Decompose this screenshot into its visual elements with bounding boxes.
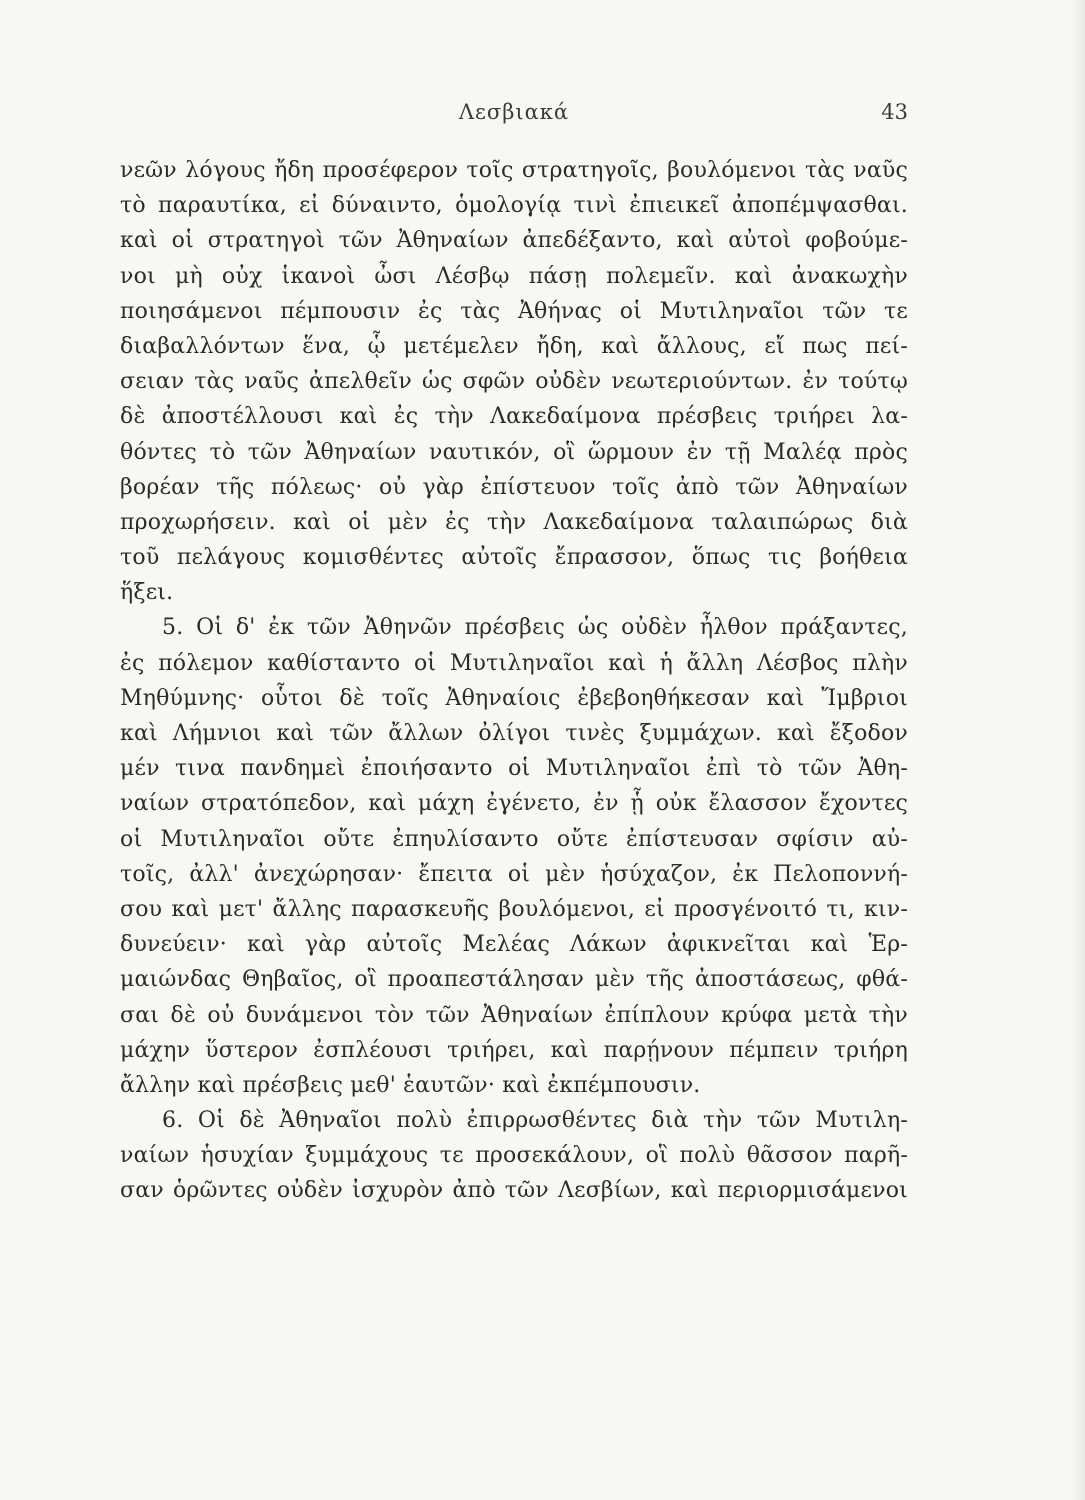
text-line: σειαν τὰς ναῦς ἀπελθεῖν ὡς σφῶν οὐδὲν νεωτεριούντων. ἐν τούτῳ (120, 369, 908, 395)
text-line: μάχην ὕστερον ἐσπλέουσι τριήρει, καὶ παρῄνουν πέμπειν τριήρη (120, 1037, 908, 1063)
text-line: διαβαλλόντων ἕνα, ᾧ μετέμελεν ἤδη, καὶ ἄλλους, εἴ πως πεί- (120, 333, 908, 359)
paragraph-end-line: ἥξει. (120, 580, 174, 606)
text-line: σαι δὲ οὐ δυνάμενοι τὸν τῶν Ἀθηναίων ἐπίπλουν κρύφα μετὰ τὴν (120, 1002, 908, 1028)
text-line: οἱ Μυτιληναῖοι οὔτε ἐπηυλίσαντο οὔτε ἐπίστευσαν σφίσιν αὐ- (120, 826, 908, 852)
text-line: δυνεύειν· καὶ γὰρ αὐτοῖς Μελέας Λάκων ἀφικνεῖται καὶ Ἑρ- (120, 932, 908, 958)
text-line: δὲ ἀποστέλλουσι καὶ ἐς τὴν Λακεδαίμονα πρέσβεις τριήρει λα- (120, 404, 908, 430)
text-line: ναίων στρατόπεδον, καὶ μάχη ἐγένετο, ἐν ᾗ οὐκ ἔλασσον ἔχοντες (120, 791, 908, 817)
text-line: σαν ὁρῶντες οὐδὲν ἰσχυρὸν ἀπὸ τῶν Λεσβίων, καὶ περιορμισάμενοι (120, 1178, 908, 1204)
text-line: ἐς πόλεμον καθίσταντο οἱ Μυτιληναῖοι καὶ ἡ ἄλλη Λέσβος πλὴν (120, 650, 908, 676)
section-6-start: 6. Οἱ δὲ Ἀθηναῖοι πολὺ ἐπιρρωσθέντες διὰ τὴν τῶν Μυτιλη- (162, 1108, 908, 1134)
running-head (120, 100, 908, 132)
body-text (120, 153, 908, 1209)
text-line: μαιώνδας Θηβαῖος, οἳ προαπεστάλησαν μὲν τῆς ἀποστάσεως, φθά- (120, 967, 908, 993)
text-line: τοῦ πελάγους κομισθέντες αὐτοῖς ἔπρασσον, ὅπως τις βοήθεια (120, 545, 908, 571)
text-line: τοῖς, ἀλλ' ἀνεχώρησαν· ἔπειτα οἱ μὲν ἡσύχαζον, ἐκ Πελοποννή- (120, 861, 908, 887)
text-line: μέν τινα πανδημεὶ ἐποιήσαντο οἱ Μυτιληναῖοι ἐπὶ τὸ τῶν Ἀθη- (120, 756, 908, 782)
text-line: νοι μὴ οὐχ ἱκανοὶ ὦσι Λέσβῳ πάσῃ πολεμεῖν. καὶ ἀνακωχὴν (120, 263, 908, 289)
section-5-start: 5. Οἱ δ' ἐκ τῶν Ἀθηνῶν πρέσβεις ὡς οὐδὲν ἦλθον πράξαντες, (162, 615, 908, 641)
page-edge-shadow (1071, 0, 1085, 1500)
text-line: θόντες τὸ τῶν Ἀθηναίων ναυτικόν, οἳ ὥρμουν ἐν τῇ Μαλέᾳ πρὸς (120, 439, 908, 465)
text-line: ναίων ἡσυχίαν ξυμμάχους τε προσεκάλουν, οἳ πολὺ θᾶσσον παρῆ- (120, 1143, 908, 1169)
text-line: καὶ Λήμνιοι καὶ τῶν ἄλλων ὀλίγοι τινὲς ξυμμάχων. καὶ ἔξοδον (120, 721, 908, 746)
page-number: 43 (881, 100, 908, 124)
text-line: σου καὶ μετ' ἄλλης παρασκευῆς βουλόμενοι, εἰ προσγένοιτό τι, κιν- (120, 896, 908, 922)
text-line: καὶ οἱ στρατηγοὶ τῶν Ἀθηναίων ἀπεδέξαντο, καὶ αὐτοὶ φοβούμε- (120, 228, 908, 254)
text-line: νεῶν λόγους ἤδη προσέφερον τοῖς στρατηγοῖς, βουλόμενοι τὰς ναῦς (120, 158, 908, 183)
text-line: ποιησάμενοι πέμπουσιν ἐς τὰς Ἀθήνας οἱ Μυτιληναῖοι τῶν τε (120, 298, 908, 324)
paragraph-end-line: ἄλλην καὶ πρέσβεις μεθ' ἑαυτῶν· καὶ ἐκπέμπουσιν. (120, 1072, 701, 1098)
text-line: τὸ παραυτίκα, εἰ δύναιντο, ὁμολογίᾳ τινὶ ἐπιεικεῖ ἀποπέμψασθαι. (120, 193, 908, 219)
running-title: Λεσβιακά (458, 100, 570, 124)
text-line: βορέαν τῆς πόλεως· οὐ γὰρ ἐπίστευον τοῖς ἀπὸ τῶν Ἀθηναίων (120, 474, 908, 500)
text-line: Μηθύμνης· οὗτοι δὲ τοῖς Ἀθηναίοις ἐβεβοηθήκεσαν καὶ Ἴμβριοι (120, 685, 908, 711)
text-line: προχωρήσειν. καὶ οἱ μὲν ἐς τὴν Λακεδαίμονα ταλαιπώρως διὰ (120, 509, 908, 535)
